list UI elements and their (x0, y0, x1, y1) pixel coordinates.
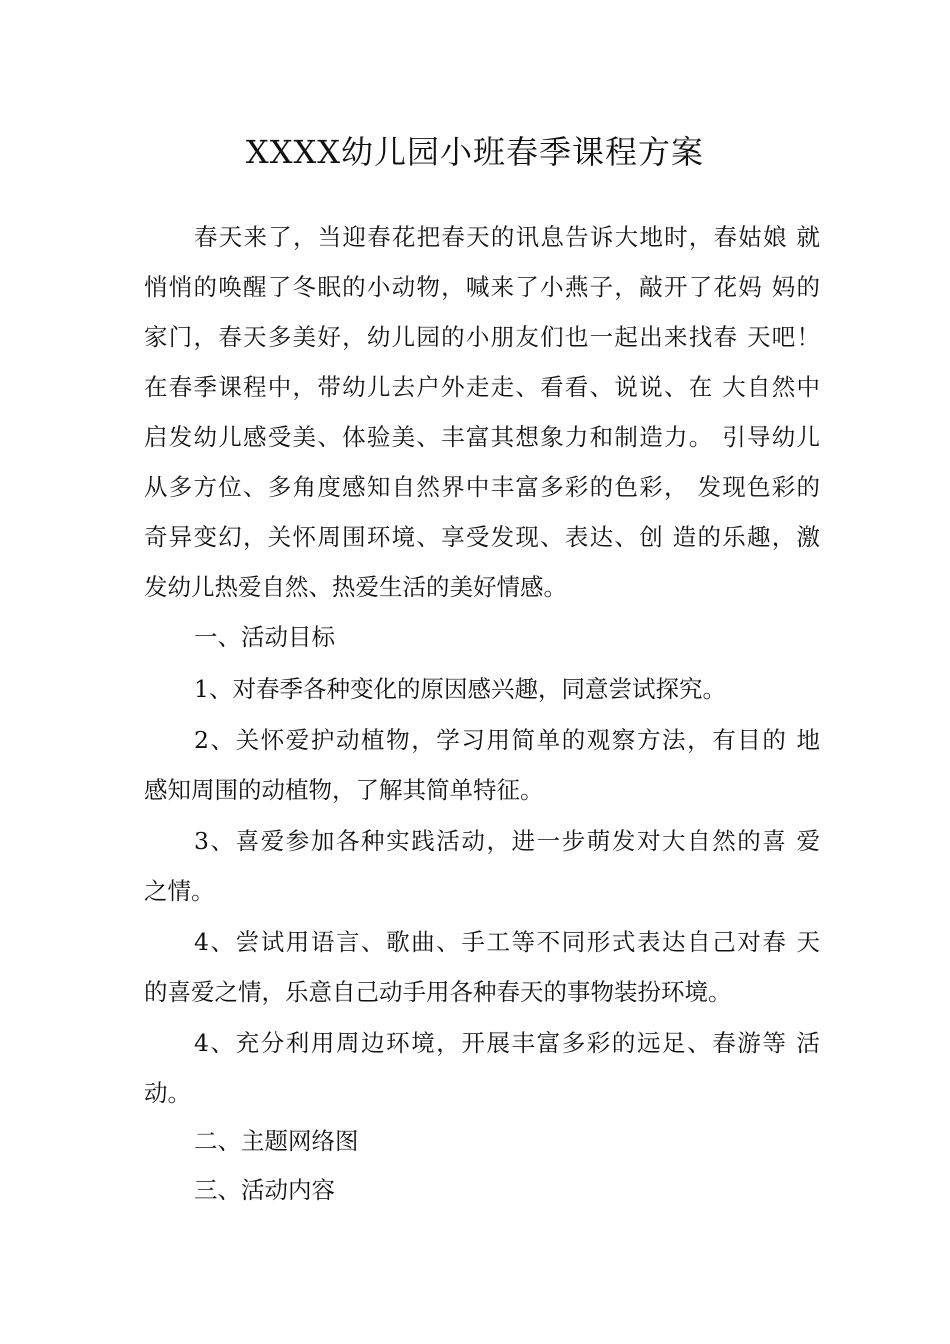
document-title: XXXX幼儿园小班春季课程方案 (245, 133, 705, 171)
goal-item-2: 2、关怀爱护动植物，学习用简单的观察方法，有目的 地 (194, 726, 820, 754)
goal-item-2-continued: 感知周围的动植物，了解其简单特征。 (144, 776, 544, 804)
intro-paragraph-line: 发幼儿热爱自然、热爱生活的美好情感。 (144, 573, 567, 601)
section-heading-goals: 一、活动目标 (194, 623, 335, 651)
intro-paragraph-line: 家门，春天多美好，幼儿园的小朋友们也一起出来找春 天吧！ (144, 323, 820, 351)
intro-paragraph-line: 奇异变幻，关怀周围环境、享受发现、表达、创 造的乐趣，激 (144, 523, 820, 551)
goal-item-5-continued: 动。 (144, 1079, 191, 1107)
intro-paragraph-line: 启发幼儿感受美、体验美、丰富其想象力和制造力。 引导幼儿 (144, 423, 820, 451)
intro-paragraph-line: 悄悄的唤醒了冬眠的小动物，喊来了小燕子，敲开了花妈 妈的 (144, 273, 820, 301)
section-heading-activity-content: 三、活动内容 (194, 1176, 335, 1204)
goal-item-3-continued: 之情。 (144, 877, 215, 905)
intro-paragraph-line: 春天来了，当迎春花把春天的讯息告诉大地时，春姑娘 就 (194, 223, 820, 251)
goal-item-1: 1、对春季各种变化的原因感兴趣，同意尝试探究。 (194, 675, 726, 703)
goal-item-4-continued: 的喜爱之情，乐意自己动手用各种春天的事物装扮环境。 (144, 978, 732, 1006)
section-heading-theme-network: 二、主题网络图 (194, 1127, 359, 1155)
goal-item-3: 3、喜爱参加各种实践活动，进一步萌发对大自然的喜 爱 (194, 827, 820, 855)
goal-item-5: 4、充分利用周边环境，开展丰富多彩的远足、春游等 活 (194, 1029, 820, 1057)
goal-item-4: 4、尝试用语言、歌曲、手工等不同形式表达自己对春 天 (194, 928, 820, 956)
intro-paragraph-line: 从多方位、多角度感知自然界中丰富多彩的色彩， 发现色彩的 (144, 473, 820, 501)
intro-paragraph-line: 在春季课程中，带幼儿去户外走走、看看、说说、在 大自然中 (144, 373, 820, 401)
